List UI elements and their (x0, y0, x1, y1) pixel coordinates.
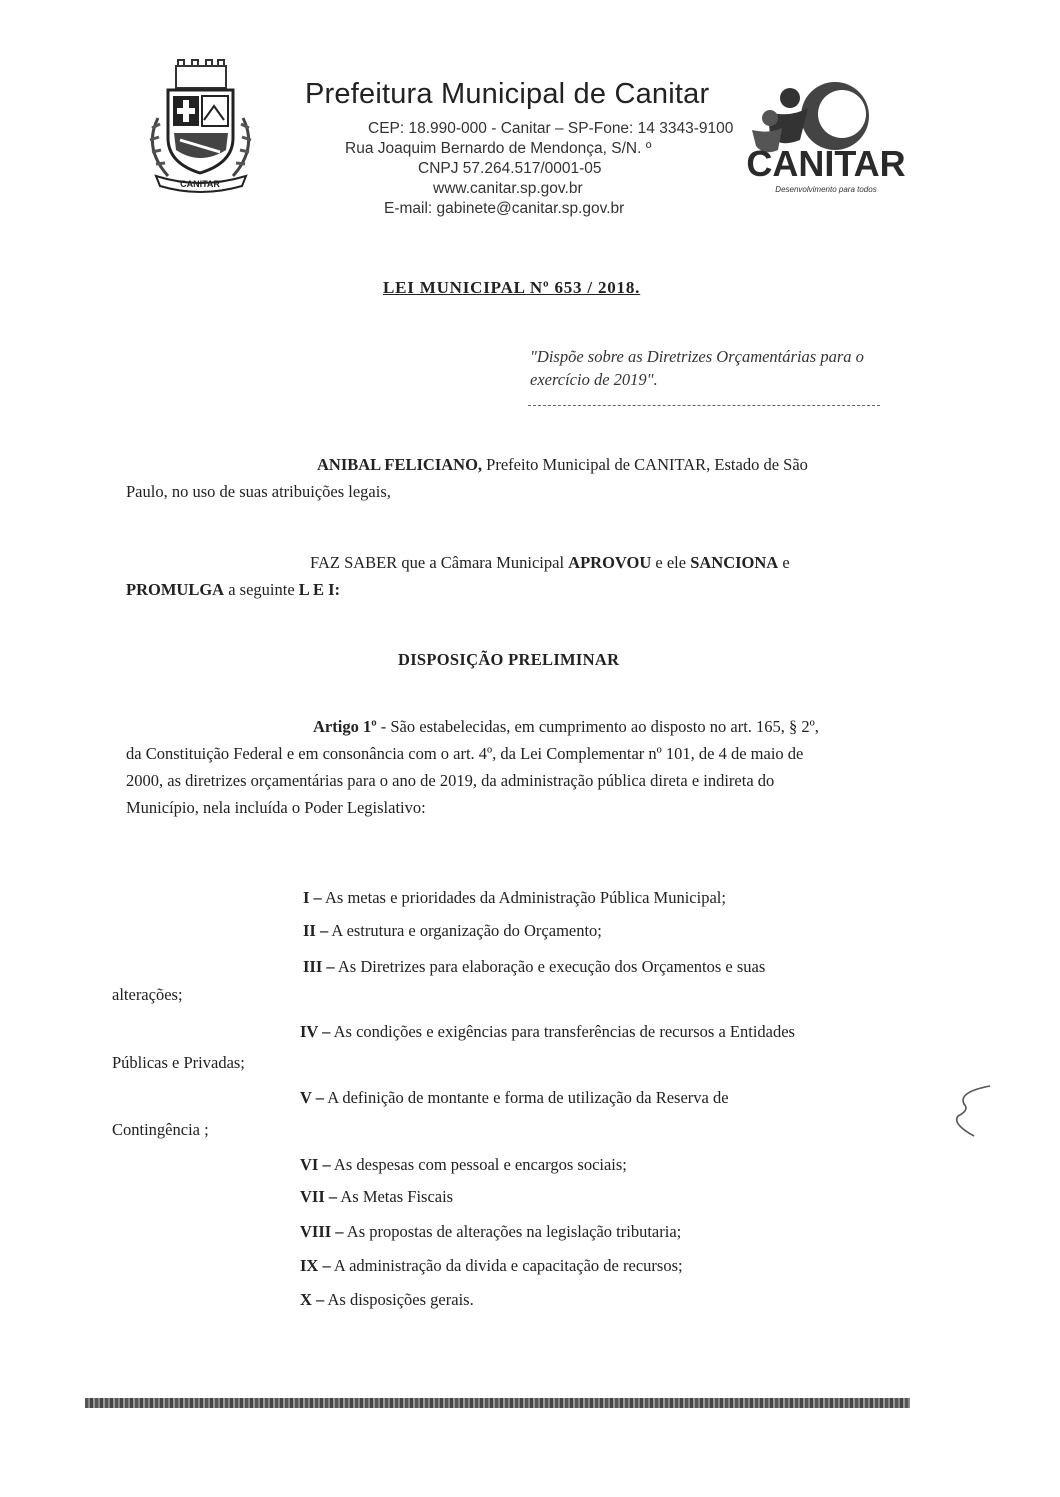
paragraph-2-end: e (778, 553, 790, 572)
paragraph-2-mid: e ele (651, 553, 691, 572)
list-item (300, 1022, 795, 1042)
list-item-text: As metas e prioridades da Administração Pública Municipal; (321, 888, 726, 907)
paragraph-2-line-1 (310, 553, 790, 573)
aprovou-word: APROVOU (568, 553, 652, 572)
list-item-number: VIII – (300, 1222, 344, 1241)
promulga-word: PROMULGA (126, 580, 225, 599)
list-item-number: V – (300, 1088, 324, 1107)
paragraph-2-seguinte: a seguinte (224, 580, 299, 599)
list-item-continuation: Públicas e Privadas; (112, 1053, 245, 1072)
header-email: E-mail: gabinete@canitar.sp.gov.br (384, 200, 625, 217)
list-item-number: IV – (300, 1022, 331, 1041)
list-item-text: A estrutura e organização do Orçamento; (328, 921, 602, 940)
org-name: Prefeitura Municipal de Canitar (305, 78, 710, 110)
header-website: www.canitar.sp.gov.br (433, 180, 583, 197)
list-item-text: A administração da divida e capacitação de recursos; (330, 1256, 683, 1275)
header-address-cep: CEP: 18.990-000 - Canitar – SP-Fone: 14 3343-9100 (368, 120, 734, 137)
article-1-label: Artigo 1º (313, 717, 377, 736)
paragraph-2-line-2 (126, 580, 340, 600)
list-item (303, 957, 765, 977)
law-title: LEI MUNICIPAL Nº 653 / 2018. (383, 278, 641, 297)
list-item (303, 888, 726, 908)
list-item-number: II – (303, 921, 329, 940)
list-item-text: As despesas com pessoal e encargos sociais; (330, 1155, 627, 1174)
list-item-text: As Diretrizes para elaboração e execução dos Orçamentos e suas (334, 957, 766, 976)
header-address-street: Rua Joaquim Bernardo de Mendonça, S/N. º (345, 140, 652, 157)
list-item (300, 1256, 683, 1276)
logo-name: CANITAR (746, 143, 906, 184)
canitar-logo-icon (730, 78, 910, 203)
municipal-crest-icon (138, 58, 263, 193)
article-1-line-1 (313, 717, 819, 737)
article-1-line-4: Município, nela incluída o Poder Legislativo: (126, 798, 426, 817)
footer-divider (85, 1398, 910, 1408)
article-1-line-3: 2000, as diretrizes orçamentárias para o ano de 2019, da administração pública direta e indireta do (126, 771, 775, 790)
lei-word: L E I: (298, 580, 341, 599)
crest-label: CANITAR (180, 179, 220, 189)
list-item (300, 1222, 681, 1242)
list-item-text: A definição de montante e forma de utilização da Reserva de (324, 1088, 729, 1107)
list-item-number: I – (303, 888, 322, 907)
list-item-continuation: Contingência ; (112, 1120, 209, 1139)
list-item (300, 1155, 627, 1175)
ementa-line-2: exercício de 2019". (530, 370, 658, 389)
paragraph-1-line-2: Paulo, no uso de suas atribuições legais, (126, 482, 391, 501)
paragraph-1-line-1 (317, 455, 808, 475)
mayor-name: ANIBAL FELICIANO, (317, 455, 483, 474)
article-1-text-1: - São estabelecidas, em cumprimento ao disposto no art. 165, § 2º, (376, 717, 819, 736)
list-item-text: As Metas Fiscais (337, 1187, 454, 1206)
list-item-number: X – (300, 1290, 325, 1309)
paragraph-1-rest: Prefeito Municipal de CANITAR, Estado de São (482, 455, 808, 474)
section-title: DISPOSIÇÃO PRELIMINAR (398, 650, 620, 669)
ementa (530, 345, 950, 391)
header-cnpj: CNPJ 57.264.517/0001-05 (418, 160, 602, 177)
paragraph-2-start: FAZ SABER que a Câmara Municipal (310, 553, 569, 572)
list-item-number: IX – (300, 1256, 331, 1275)
list-item-text: As propostas de alterações na legislação tributaria; (343, 1222, 682, 1241)
list-item-number: VII – (300, 1187, 338, 1206)
logo-tagline: Desenvolvimento para todos (775, 185, 877, 194)
ementa-line-1: "Dispõe sobre as Diretrizes Orçamentárias para o (530, 347, 864, 366)
list-item-text: As condições e exigências para transferências de recursos a Entidades (330, 1022, 795, 1041)
list-item (303, 921, 602, 941)
list-item (300, 1290, 474, 1310)
list-item-number: III – (303, 957, 335, 976)
ementa-divider (528, 405, 880, 406)
handwritten-initial-mark (950, 1078, 1000, 1148)
list-item-continuation: alterações; (112, 985, 183, 1004)
sanciona-word: SANCIONA (690, 553, 779, 572)
article-1-line-2: da Constituição Federal e em consonância com o art. 4º, da Lei Complementar nº 101, de 4 de maio de (126, 744, 804, 763)
list-item-text: As disposições gerais. (324, 1290, 474, 1309)
list-item (300, 1187, 453, 1207)
list-item (300, 1088, 729, 1108)
list-item-number: VI – (300, 1155, 331, 1174)
